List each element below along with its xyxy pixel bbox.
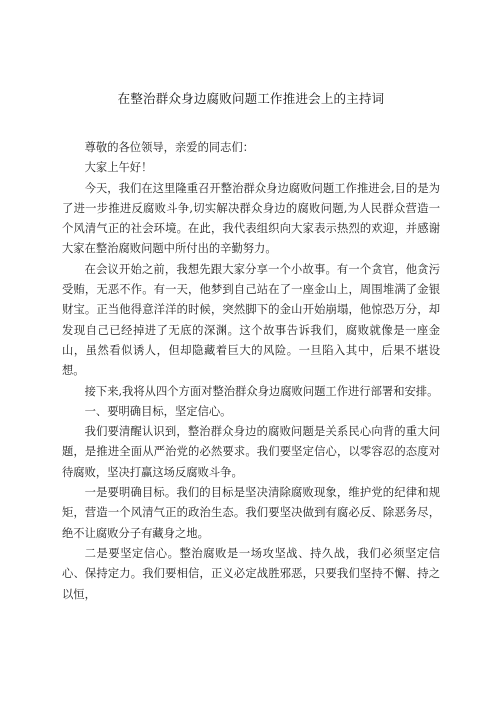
body-paragraph: 二是要坚定信心。整治腐败是一场攻坚战、持久战，我们必须坚定信心、保持定力。我们要相信，正义必定战胜邪恶，只要我们坚持不懈、持之以恒， xyxy=(62,546,440,601)
section-heading: 一、要明确目标，坚定信心。 xyxy=(84,404,232,418)
body-paragraph: 一是要明确目标。我们的目标是坚决清除腐败现象，维护党的纪律和规矩，营造一个风清气正的政治生态。我们要坚决做到有腐必反、除恶务尽，绝不让腐败分子有藏身之地。 xyxy=(62,486,440,540)
document-title: 在整治群众身边腐败问题工作推进会上的主持词 xyxy=(117,91,385,106)
body-paragraph: 今天，我们在这里隆重召开整治群众身边腐败问题工作推进会,目的是为了进一步推进反腐败斗争,切实解决群众身边的腐败问题,为人民群众营造一个风清气正的社会环境。在此，我代表组织向大家表示热烈的欢迎，并感谢大家在整治腐败问题中所付出的辛勤努力。 xyxy=(62,181,440,256)
salutation: 尊敬的各位领导，亲爱的同志们： xyxy=(84,141,255,154)
body-paragraph: 我们要清醒认识到，整治群众身边的腐败问题是关系民心向背的重大问题，是推进全面从严治党的必然要求。我们要坚定信心，以零容忍的态度对待腐败，坚决打赢这场反腐败斗争。 xyxy=(62,425,440,479)
greeting: 大家上午好！ xyxy=(84,161,153,175)
document-body xyxy=(62,138,440,605)
body-paragraph: 在会议开始之前，我想先跟大家分享一个小故事。有一个贪官，他贪污受贿，无恶不作。有一天，他梦到自己站在了一座金山上，周围堆满了金银财宝。正当他得意洋洋的时候，突然脚下的金山开始崩塌，他惊恐万分，却发现自己已经掉进了无底的深渊。这个故事告诉我们，腐败就像是一座金山，虽然看似诱人，但却隐藏着巨大的风险。一旦陷入其中，后果不堪设想。 xyxy=(62,262,440,378)
body-paragraph: 接下来,我将从四个方面对整治群众身边腐败问题工作进行部署和安排。 xyxy=(84,384,439,398)
